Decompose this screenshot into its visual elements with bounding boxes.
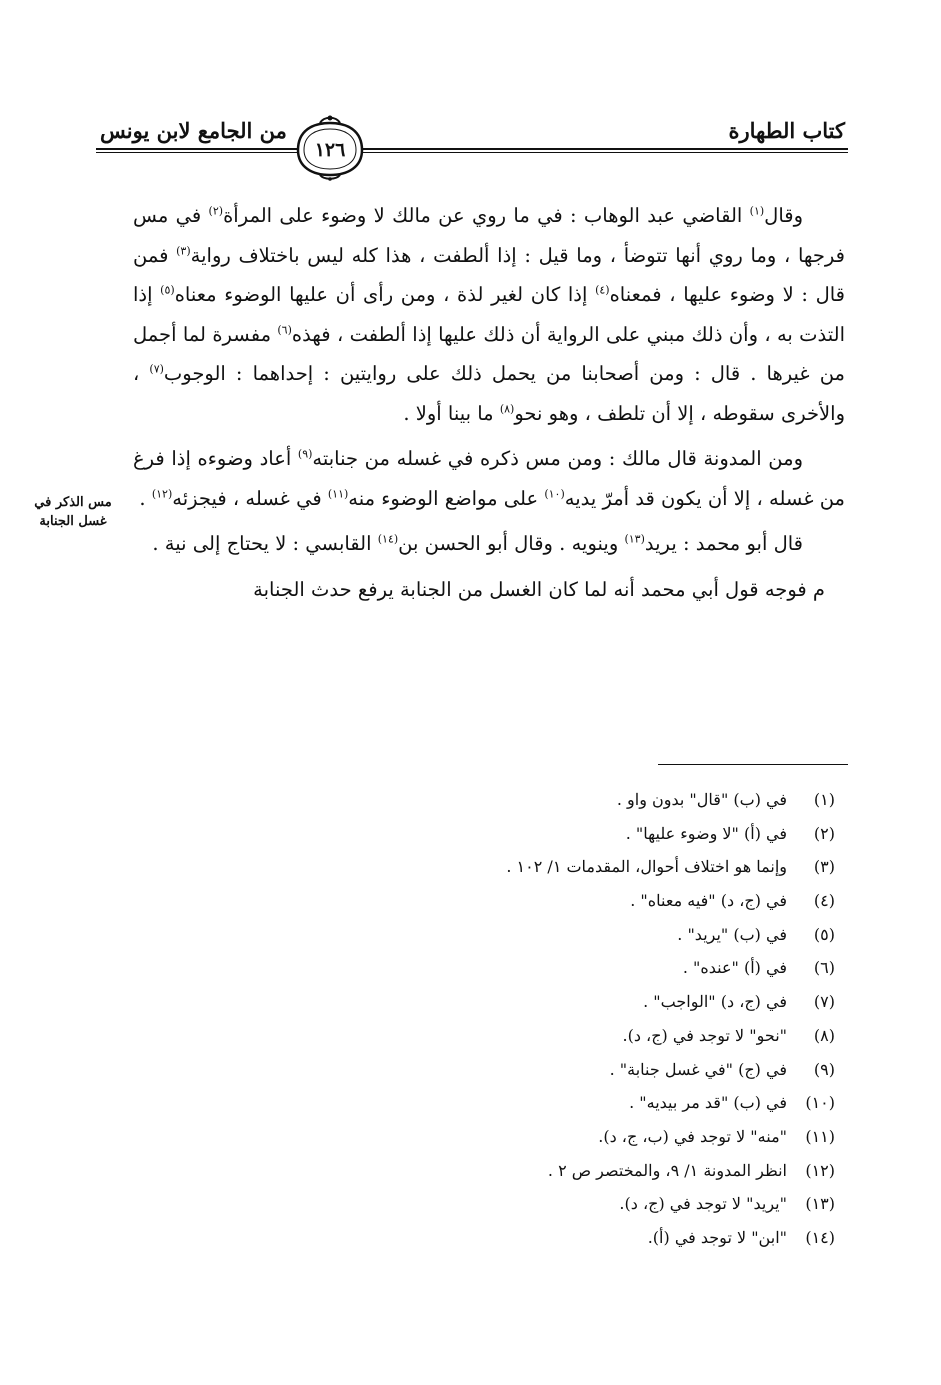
footnote (115, 884, 835, 918)
footnote (115, 1120, 835, 1154)
text-run: القابسي : لا يحتاج إلى نية . (152, 532, 378, 555)
footnote-ref: (٥) (160, 283, 175, 297)
paragraph (133, 196, 845, 433)
text-run: إذا التذت به ، وأن ذلك مبني على الرواية أن ذلك عليها إذا ألطفت ، فهذه (133, 283, 845, 346)
text-run: ، والأخرى سقوطه ، إلا أن تلطف ، وهو نحو (133, 362, 845, 425)
footnote-number: (٣) (813, 857, 835, 877)
text-run: على مواضع الوضوء منه (348, 486, 545, 510)
text-run: قال أبو محمد : يريد (644, 532, 803, 555)
footnote-ref: (٤) (595, 283, 610, 297)
footnote-number: (٢) (813, 823, 835, 843)
paragraph (133, 439, 845, 518)
footnote-text: انظر المدونة ١/ ٩، والمختصر ص ٢ . (547, 1160, 787, 1180)
footnote-number: (١) (813, 790, 835, 809)
footnote-separator (658, 764, 848, 765)
footnote-ref: (١) (749, 204, 765, 218)
footnote (115, 918, 835, 952)
footnote-text: "يريد" لا توجد في (ج، د). (619, 1194, 787, 1214)
header-rule (96, 148, 848, 153)
footnote-ref: (٨) (499, 402, 515, 415)
footnote-ref: (١٣) (624, 532, 645, 546)
footnote-number: (١٣) (805, 1194, 835, 1214)
footnote-number: (١١) (805, 1126, 835, 1146)
footnote-number: (٤) (813, 891, 835, 911)
footnote-ref: (٦) (277, 323, 292, 336)
footnote-number: (٥) (813, 924, 835, 944)
text-run: ومن المدونة قال مالك : ومن مس ذكره في غسله من جنابته (312, 447, 803, 470)
footnote-text: في (أ) "عنده" . (682, 958, 787, 978)
footnote (115, 1019, 835, 1053)
footnote-text: وإنما هو اختلاف أحوال، المقدمات ١/ ١٠٢ . (506, 857, 787, 877)
text-run: القاضي عبد الوهاب : في ما روي عن مالك لا وضوء على المرأة (223, 204, 750, 227)
footnote-text: في (ب) "قد مر بيديه" . (629, 1093, 787, 1113)
page-number-ornament (290, 113, 370, 181)
footnote-number: (١٠) (805, 1093, 835, 1113)
footnote (115, 783, 835, 817)
text-run: فمن قال : لا وضوء عليها ، فمعناه (133, 243, 846, 306)
source-title: من الجامع لابن يونس (100, 118, 287, 143)
text-run: في غسله ، فيجزئه (172, 486, 328, 510)
footnote-ref: (٢) (208, 204, 224, 218)
footnote-text: "ابن" لا توجد في (أ). (647, 1227, 787, 1247)
page-number: ١٢٦ (314, 139, 346, 161)
footnote-text: في (ج، د) "الواجب" . (643, 992, 787, 1012)
footnote-ref: (١٤) (377, 532, 399, 546)
footnote-ref: (٧) (149, 362, 164, 376)
footnote (115, 951, 835, 985)
footnote-ref: (١٠) (544, 487, 565, 500)
footnote-text: في (ب) "يريد" . (677, 924, 787, 944)
text-run: إذا كان لغير لذة ، ومن رأى أن عليها الوضوء معناه (174, 283, 596, 306)
text-run: وينويه . وقال أبو الحسن بن (398, 532, 625, 555)
footnote-number: (٧) (813, 992, 835, 1012)
paragraph (133, 570, 845, 610)
footnote-number: (٩) (813, 1059, 835, 1079)
footnote (115, 1187, 835, 1221)
text-run: . (139, 486, 152, 510)
main-text (133, 196, 845, 615)
footnote (115, 1154, 835, 1188)
text-run: في مس فرجها ، وما روي أنها تتوضأ ، وما قيل : إذا ألطفت ، هذا كله ليس باختلاف رواية (133, 204, 846, 267)
footnote-number: (١٢) (805, 1160, 835, 1180)
footnote-text: في (ب) "قال" بدون واو . (616, 790, 787, 809)
text-run: مفسرة لما أجمل من غيرها . قال : ومن أصحابنا من يحمل ذلك على روايتين : إحداهما : الوجوب (133, 322, 845, 385)
footnote-list (115, 783, 835, 1255)
footnote-ref: (٣) (176, 244, 191, 257)
footnote-number: (٦) (813, 958, 835, 978)
footnote (115, 985, 835, 1019)
footnote-text: "نحو" لا توجد في (ج، د). (622, 1025, 787, 1045)
text-run: م فوجه قول أبي محمد أنه لما كان الغسل من الجنابة يرفع حدث الجنابة (253, 577, 825, 601)
footnote (115, 817, 835, 851)
footnote (115, 1221, 835, 1255)
text-run: ما بينا أولا . (403, 401, 500, 425)
footnote-ref: (١٢) (151, 487, 173, 500)
footnote (115, 850, 835, 884)
footnote-text: في (أ) "لا وضوء عليها" . (625, 823, 787, 843)
footnote-ref: (١١) (327, 487, 349, 500)
footnote (115, 1086, 835, 1120)
footnote-text: "منه" لا توجد في (ب، ج، د). (598, 1126, 787, 1146)
book-title: كتاب الطهارة (728, 118, 845, 143)
footnote-number: (١٤) (805, 1227, 835, 1247)
margin-note: مس الذكر في غسل الجنابة (34, 495, 112, 529)
footnote-number: (٨) (813, 1025, 835, 1045)
footnote-text: في (ج، د) "فيه معناه" . (630, 891, 787, 911)
footnote-text: في (ج) "في غسل جنابة" . (609, 1059, 787, 1079)
text-run: وقال (764, 204, 804, 227)
paragraph (133, 524, 845, 564)
footnote (115, 1053, 835, 1087)
text-run: أعاد وضوءه إذا فرغ من غسله ، إلا أن يكون قد أمرّ يديه (133, 447, 845, 510)
footnote-ref: (٩) (297, 447, 313, 461)
